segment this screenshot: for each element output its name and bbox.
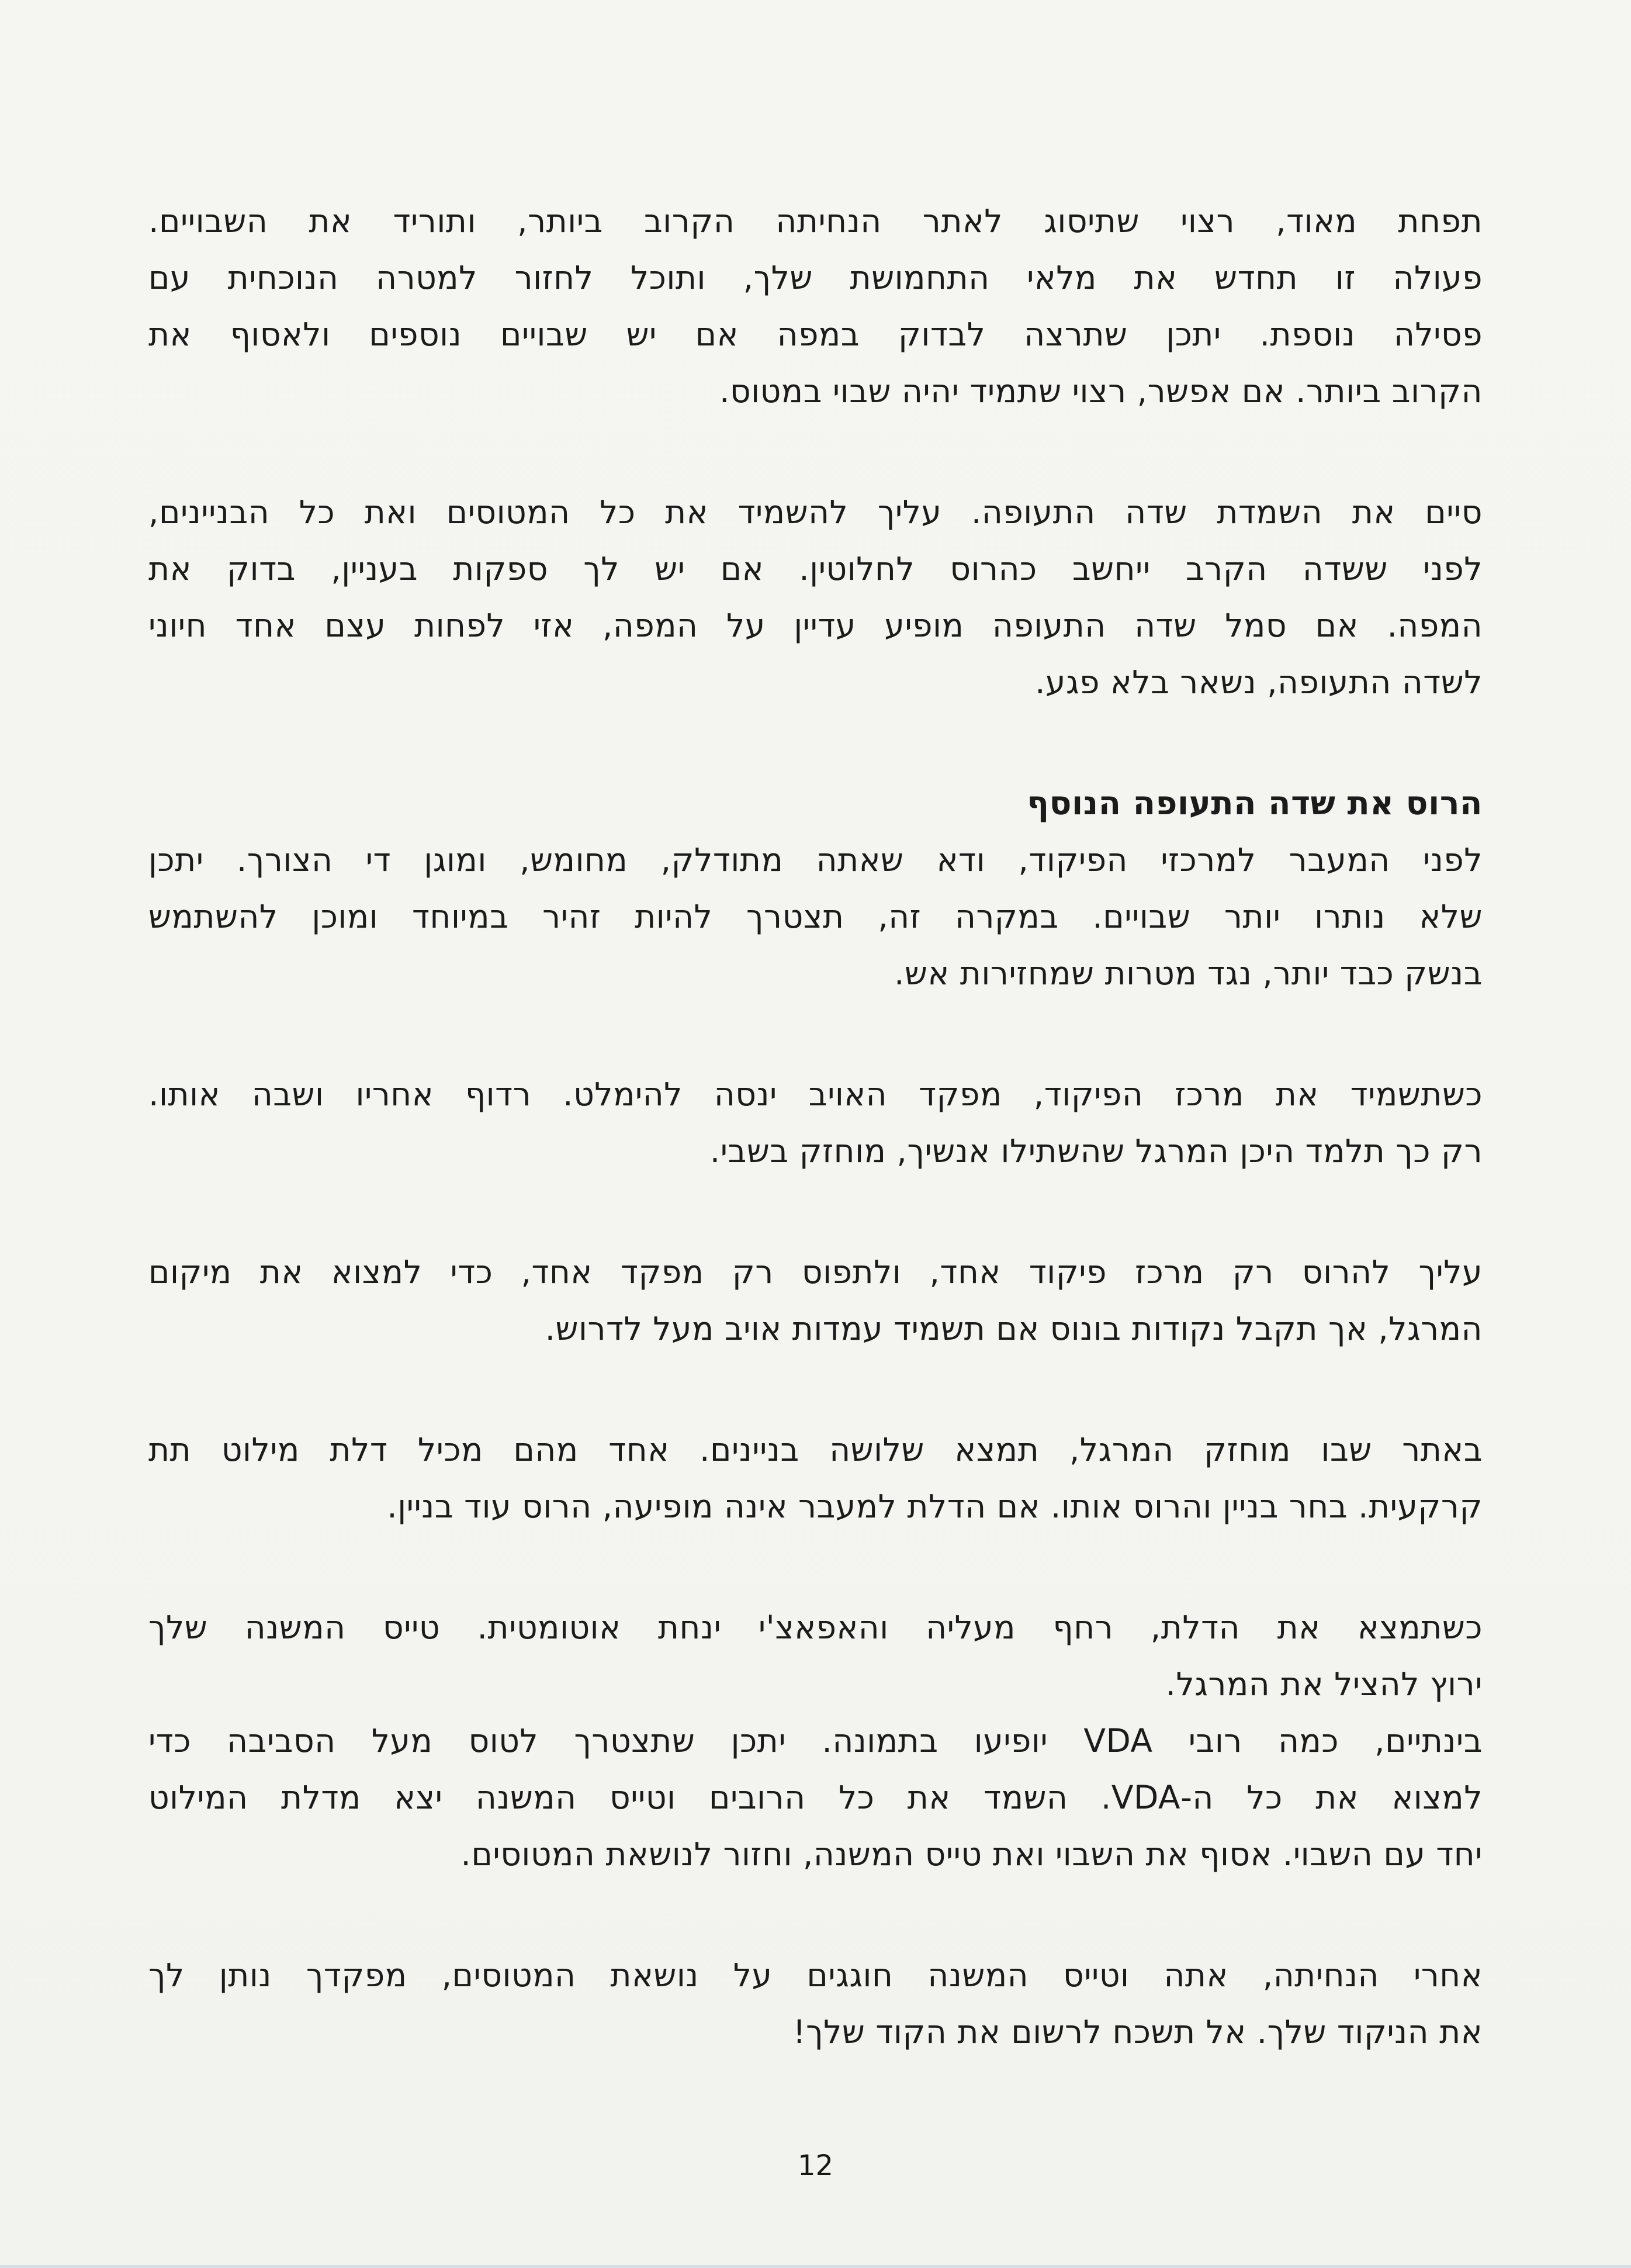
text-line: קרקעית. בחר בניין והרוס אותו. אם הדלת למעבר אינה מופיעה, הרוס עוד בניין. — [387, 1488, 1483, 1525]
paragraph-8 — [148, 1947, 1483, 2060]
paragraph-4 — [148, 1066, 1483, 1180]
text-line: המפה. אם סמל שדה התעופה מופיע עדיין על המפה, אזי לפחות עצם אחד חיוני — [148, 607, 1483, 644]
paragraph-1 — [148, 193, 1483, 420]
text-line: בינתיים, כמה רובי VDA יופיעו בתמונה. יתכן שתצטרך לטוס מעל הסביבה כדי — [148, 1722, 1483, 1759]
text-line: לפני ששדה הקרב ייחשב כהרוס לחלוטין. אם יש לך ספקות בעניין, בדוק את — [148, 550, 1483, 587]
text-line: בנשק כבד יותר, נגד מטרות שמחזירות אש. — [894, 955, 1483, 992]
text-line: פסילה נוספת. יתכן שתרצה לבדוק במפה אם יש שבויים נוספים ולאסוף את — [148, 316, 1483, 353]
text-line: למצוא את כל ה-VDA. השמד את כל הרובים וטייס המשנה יצא מדלת המילוט — [148, 1779, 1483, 1816]
paragraph-6 — [148, 1422, 1483, 1535]
text-line: תפחת מאוד, רצוי שתיסוג לאתר הנחיתה הקרוב ביותר, ותוריד את השבויים. — [148, 202, 1483, 240]
section-heading — [148, 775, 1483, 832]
text-line: יחד עם השבוי. אסוף את השבוי ואת טייס המשנה, וחזור לנושאת המטוסים. — [460, 1835, 1483, 1873]
text-line: המרגל, אך תקבל נקודות בונוס אם תשמיד עמדות אויב מעל לדרוש. — [545, 1310, 1483, 1347]
page-content — [148, 193, 1483, 2125]
text-line: אחרי הנחיתה, אתה וטייס המשנה חוגגים על נושאת המטוסים, מפקדך נותן לך — [148, 1956, 1483, 1994]
text-line: עליך להרוס רק מרכז פיקוד אחד, ולתפוס רק מפקד אחד, כדי למצוא את מיקום — [148, 1253, 1483, 1291]
paragraph-7 — [148, 1599, 1483, 1883]
text-line: לפני המעבר למרכזי הפיקוד, ודא שאתה מתודלק, מחומש, ומוגן די הצורך. יתכן — [148, 841, 1483, 879]
text-line: סיים את השמדת שדה התעופה. עליך להשמיד את כל המטוסים ואת כל הבניינים, — [148, 493, 1483, 531]
page-number: 12 — [797, 2149, 834, 2182]
text-line: ירוץ להציל את המרגל. — [1165, 1665, 1483, 1703]
paragraph-2 — [148, 484, 1483, 711]
text-line: שלא נותרו יותר שבויים. במקרה זה, תצטרך להיות זהיר במיוחד ומוכן להשתמש — [148, 898, 1483, 935]
text-line: כשתשמיד את מרכז הפיקוד, מפקד האויב ינסה להימלט. רדוף אחריו ושבה אותו. — [148, 1076, 1483, 1113]
text-line: רק כך תלמד היכן המרגל שהשתילו אנשיך, מוחזק בשבי. — [709, 1132, 1483, 1170]
text-line: באתר שבו מוחזק המרגל, תמצא שלושה בניינים. אחד מהם מכיל דלת מילוט תת — [148, 1431, 1483, 1468]
heading-text: הרוס את שדה התעופה הנוסף — [1027, 784, 1483, 822]
text-line: כשתמצא את הדלת, רחף מעליה והאפאצ'י ינחת אוטומטית. טייס המשנה שלך — [148, 1609, 1483, 1646]
text-line: הקרוב ביותר. אם אפשר, רצוי שתמיד יהיה שבוי במטוס. — [719, 372, 1483, 410]
text-line: פעולה זו תחדש את מלאי התחמושת שלך, ותוכל לחזור למטרה הנוכחית עם — [148, 259, 1483, 296]
scan-edge-artifact — [0, 2265, 1631, 2268]
paragraph-3 — [148, 832, 1483, 1002]
text-line: לשדה התעופה, נשאר בלא פגע. — [1035, 663, 1483, 701]
text-line: את הניקוד שלך. אל תשכח לרשום את הקוד שלך! — [792, 2013, 1483, 2051]
paragraph-5 — [148, 1244, 1483, 1357]
